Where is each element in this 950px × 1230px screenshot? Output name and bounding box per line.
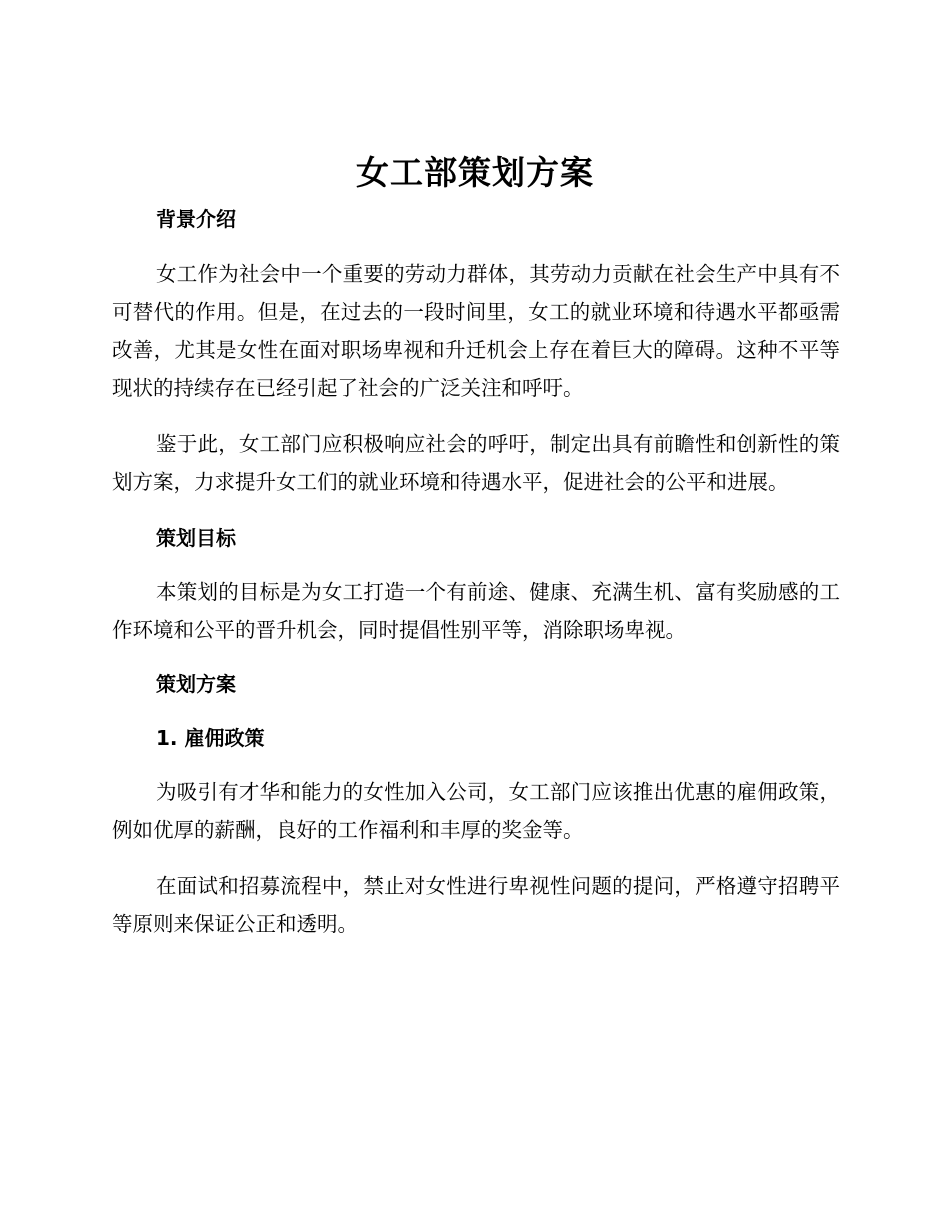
paragraph-background-1: 女工作为社会中一个重要的劳动力群体，其劳动力贡献在社会生产中具有不可替代的作用。但是，在过去的一段时间里，女工的就业环境和待遇水平都亟需改善，尤其是女性在面对职场卑视和升迁机会上存在着巨大的障碍。这种不平等现状的持续存在已经引起了社会的广泛关注和呼吁。: [112, 262, 840, 400]
section-heading-goals: 策划目标: [156, 526, 236, 550]
subheading-hiring-policy: 1. 雇佣政策: [156, 726, 265, 750]
paragraph-hiring-2: 在面试和招募流程中，禁止对女性进行卑视性问题的提问，严格遵守招聘平等原则来保证公正和透明。: [112, 874, 840, 936]
document-body: [112, 200, 840, 943]
paragraph-background-2: 鉴于此，女工部门应积极响应社会的呼吁，制定出具有前瞻性和创新性的策划方案，力求提升女工们的就业环境和待遇水平，促进社会的公平和进展。: [112, 432, 840, 494]
paragraph-hiring-1: 为吸引有才华和能力的女性加入公司，女工部门应该推出优惠的雇佣政策，例如优厚的薪酬，良好的工作福利和丰厚的奖金等。: [112, 780, 840, 842]
document-title: 女工部策划方案: [356, 153, 594, 192]
section-heading-plan: 策划方案: [156, 672, 236, 696]
section-heading-background: 背景介绍: [156, 207, 236, 231]
paragraph-goals-1: 本策划的目标是为女工打造一个有前途、健康、充满生机、富有奖励感的工作环境和公平的晋升机会，同时提倡性别平等，消除职场卑视。: [112, 580, 840, 642]
